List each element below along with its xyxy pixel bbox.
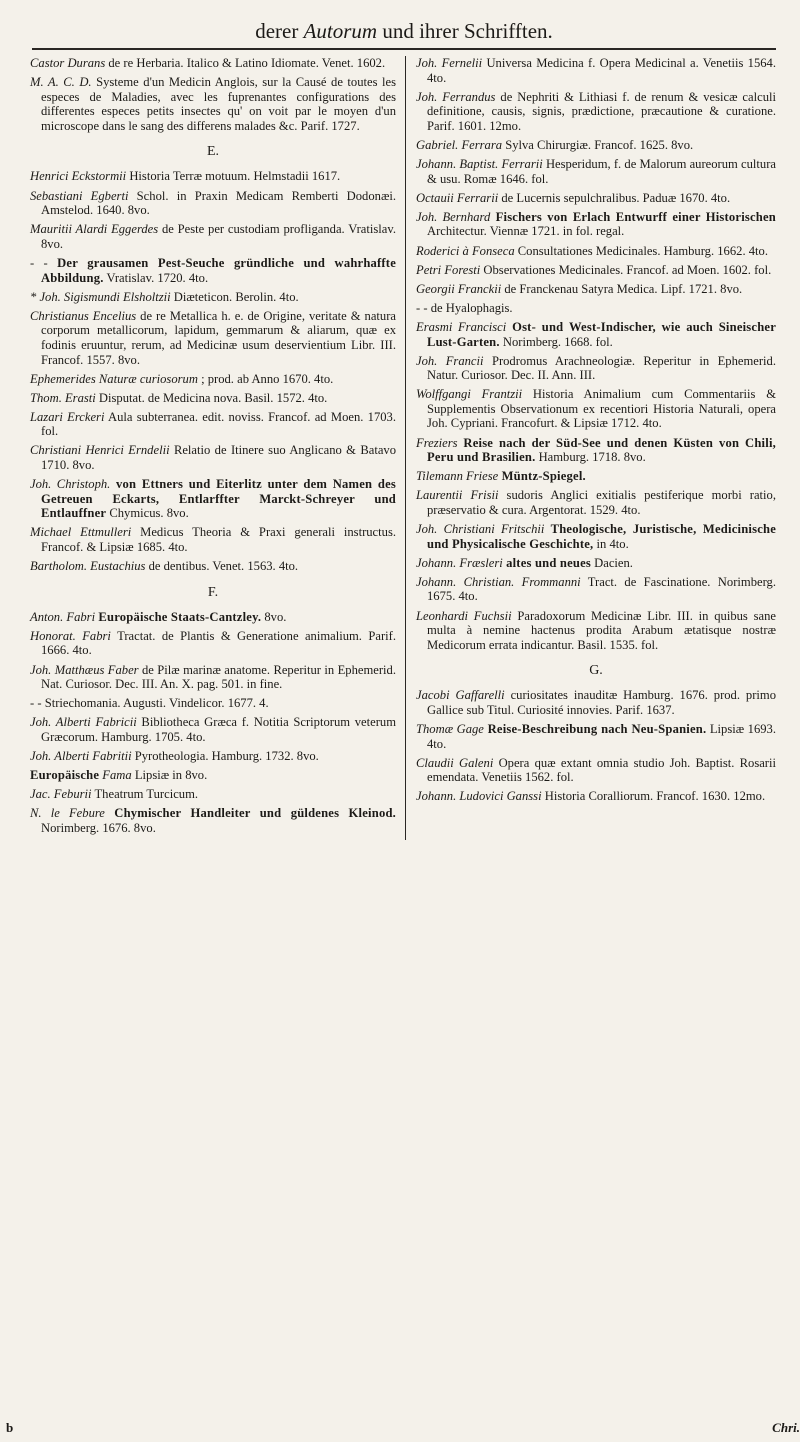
- entry-author: Joh. Francii: [416, 353, 484, 368]
- bibliography-entry: [416, 282, 776, 297]
- bibliography-entry: [30, 696, 396, 711]
- bibliography-entry: [30, 222, 396, 251]
- signature-mark: b: [6, 1420, 14, 1435]
- entry-author: Castor Durans: [30, 56, 106, 70]
- bibliography-entry: [30, 391, 396, 406]
- entry-author: Leonhardi Fuchsii: [416, 608, 512, 623]
- entry-author: - -: [30, 696, 42, 711]
- catchword: Chri.: [772, 1420, 800, 1435]
- bibliography-entry: [416, 90, 776, 134]
- entry-text: de re Metallica h. e. de Origine, veritate & natura corporum metallicorum, lapidum, gemmarum & aliarum, quæ ex fodinis eruuntur, rerum, ad Medicinæ usum deservientium Libr. III. Francof. 1557. 8vo.: [41, 308, 396, 367]
- bibliography-entry: [30, 768, 396, 783]
- bibliography-entry: [416, 320, 776, 349]
- entry-text: de Hyalophagis.: [427, 300, 513, 315]
- entry-text: Systeme d'un Medicin Anglois, sur la Causé de toutes les especes de Maladies, avec les fuprenantes configurations des differentes especes petits insectes qu' on voit par le moyen d'un microscope dans le sang des differens malades &c. Parif. 1727.: [41, 75, 397, 133]
- bibliography-entry: [416, 210, 776, 239]
- bibliography-entry: [416, 488, 776, 517]
- entry-text: curiositates inauditæ Hamburg. 1676. prod. primo Gallice sub Titul. Curiosité innovies. Parif. 1637.: [427, 688, 776, 717]
- entry-author: Freziers: [416, 435, 458, 450]
- entry-frak: altes und neues: [502, 555, 591, 570]
- entry-text: ; prod. ab Anno 1670. 4to.: [197, 371, 334, 386]
- bibliography-entry: [416, 609, 776, 653]
- header-lead: derer: [255, 19, 299, 43]
- entry-frak: Ost- und West-Indischer, wie auch Sineischer Lust-Garten.: [427, 319, 776, 349]
- entry-author: Ephemerides Naturæ curiosorum: [30, 371, 198, 386]
- bibliography-entry: [30, 372, 396, 387]
- bibliography-entry: [30, 309, 396, 367]
- entry-frak: Chymischer Handleiter und güldenes Kleinod.: [104, 806, 396, 821]
- entry-author: - -: [30, 255, 48, 270]
- bibliography-entry: [30, 75, 396, 133]
- bibliography-entry: [416, 556, 776, 571]
- entry-author: Lazari Erckeri: [30, 409, 105, 424]
- bibliography-entry: [30, 663, 396, 692]
- entry-author: Thomæ Gage: [416, 721, 484, 736]
- entry-text: Bibliotheca Græca f. Notitia Scriptorum veterum Græcorum. Hamburg. 1705. 4to.: [41, 715, 397, 744]
- bibliography-entry: [416, 263, 776, 278]
- entry-author: Wolffgangi Frantzii: [416, 387, 523, 402]
- entry-author: Bartholom. Eustachius: [30, 559, 146, 574]
- entry-text: Prodromus Arachneologiæ. Reperitur in Ephemerid. Natur. Curiosor. Dec. II. Ann. III.: [427, 353, 776, 383]
- entry-author: Claudii Galeni: [416, 755, 494, 770]
- bibliography-entry: [416, 575, 776, 604]
- bibliography-entry: [30, 525, 396, 554]
- entry-author: Erasmi Francisci: [416, 319, 507, 334]
- bibliography-entry: [30, 787, 396, 802]
- bibliography-entry: [416, 157, 776, 186]
- bibliography-entry: [30, 410, 396, 439]
- bibliography-entry: [416, 756, 776, 785]
- bibliography-entry: [416, 138, 776, 153]
- entry-text: Paradoxorum Medicinæ Libr. III. in quibus sane multa à nemine hactenus prodita Arabum ætatisque nostræ Medicorum errata indicantur. Basil. 1535. fol.: [427, 608, 777, 652]
- entry-author: Anton. Fabri: [30, 609, 96, 624]
- bibliography-entry: [416, 722, 776, 751]
- bibliography-entry: [30, 806, 396, 835]
- entry-author: Johann. Ludovici Ganssi: [416, 789, 542, 804]
- entry-author: Joh. Ferrandus: [416, 89, 496, 104]
- entry-text: Vratislav. 1720. 4to.: [103, 270, 209, 285]
- bibliography-entry: [416, 789, 776, 804]
- entry-text: Tract. de Fascinatione. Norimberg. 1675. 4to.: [427, 574, 776, 604]
- bibliography-entry: [30, 56, 396, 71]
- entry-text: Norimberg. 1668. fol.: [499, 334, 613, 349]
- bibliography-entry: [416, 301, 776, 316]
- bibliography-entry: [30, 189, 396, 218]
- entry-author: Octauii Ferrarii: [416, 190, 499, 205]
- entry-text: Aula subterranea. edit. noviss. Francof. ad Moen. 1703. fol.: [41, 409, 396, 439]
- entry-author: Joh. Christiani Fritschii: [416, 522, 545, 537]
- entry-text: Schol. in Praxin Medicam Remberti Dodonæi. Amstelod. 1640. 8vo.: [41, 188, 396, 218]
- entry-text: Medicus Theoria & Praxi generali instructus. Francof. & Lipsiæ 1685. 4to.: [41, 525, 396, 555]
- entry-author: N. le Febure: [30, 806, 105, 821]
- entry-author: - -: [416, 300, 428, 315]
- bibliography-entry: [30, 477, 396, 521]
- entry-frak: Theologische, Juristische, Medicinische und Physicalische Geschichte,: [427, 522, 776, 551]
- entry-text: Historia Terræ motuum. Helmstadii 1617.: [126, 169, 341, 184]
- entry-text: Lipsiæ 1693. 4to.: [427, 721, 776, 751]
- entry-text: Historia Animalium cum Commentariis & Supplementis Observationum ex recentiori Historia Naturali, opera Joh. Cypriani. Francofurt. & Lipsiæ 1712. 4to.: [427, 387, 776, 431]
- bibliography-entry: [30, 749, 396, 764]
- entry-frak: Reise-Beschreibung nach Neu-Spanien.: [483, 721, 707, 736]
- entry-frak: von Ettners und Eiterlitz unter dem Namen des Getreuen Eckarts, Entlarffter Marckt-Schreyer und Entlauffner: [41, 477, 396, 521]
- entry-author: Joh. Bernhard: [416, 209, 491, 224]
- header-italic: Autorum: [303, 19, 378, 43]
- section-letter: E.: [206, 144, 220, 160]
- entry-text: Hamburg. 1718. 8vo.: [535, 450, 646, 465]
- entry-author: Laurentii Frisii: [416, 488, 499, 503]
- entry-text: Norimberg. 1676. 8vo.: [41, 820, 156, 835]
- entry-text: Architectur. Viennæ 1721. in fol. regal.: [427, 224, 625, 239]
- bibliography-entry: [416, 436, 776, 465]
- entry-author: * Joh. Sigismundi Elsholtzii: [30, 289, 171, 304]
- entry-text: Tractat. de Plantis & Generatione animalium. Parif. 1666. 4to.: [41, 628, 396, 658]
- entry-author: Henrici Eckstormii: [30, 169, 127, 184]
- entry-frak: Europäische Staats-Cantzley.: [95, 609, 262, 624]
- entry-text: Disputat. de Medicina nova. Basil. 1572. 4to.: [95, 390, 328, 405]
- entry-frak: Reise nach der Süd-See und denen Küsten von Chili, Peru und Brasilien.: [427, 435, 776, 465]
- entry-frak: Müntz-Spiegel.: [498, 469, 586, 484]
- entry-author: Mauritii Alardi Eggerdes: [30, 222, 159, 237]
- entry-text: Historia Coralliorum. Francof. 1630. 12mo.: [541, 789, 766, 804]
- entry-frak: Fischers von Erlach Entwurff einer Historischen: [490, 209, 776, 224]
- entry-text: Observationes Medicinales. Francof. ad Moen. 1602. fol.: [480, 262, 772, 277]
- entry-text: de re Herbaria. Italico & Latino Idiomate. Venet. 1602.: [105, 56, 386, 70]
- entry-text: de dentibus. Venet. 1563. 4to.: [145, 559, 299, 574]
- entry-text: de Lucernis sepulchralibus. Paduæ 1670. 4to.: [498, 190, 731, 205]
- bibliography-entry: [416, 191, 776, 206]
- columns: [30, 56, 776, 840]
- entry-text: de Nephriti & Lithiasi f. de renum & vesicæ calculi definitione, causis, signis, prædictione, præcautione & curatione. Parif. 1601. 12mo.: [427, 89, 776, 133]
- left-column: [30, 56, 405, 840]
- bibliography-entry: [30, 443, 396, 472]
- entry-text: 8vo.: [261, 609, 287, 624]
- entry-author: Gabriel. Ferrara: [416, 137, 503, 152]
- entry-author: Johann. Christian. Frommanni: [416, 574, 581, 589]
- entry-text: de Peste per custodiam profliganda. Vratislav. 8vo.: [41, 222, 396, 251]
- entry-text: de Franckenau Satyra Medica. Lipf. 1721. 8vo.: [501, 281, 743, 296]
- entry-author: Petri Foresti: [416, 262, 481, 277]
- entry-author: Joh. Christoph.: [30, 477, 111, 492]
- entry-text: Diæteticon. Berolin. 4to.: [170, 289, 299, 304]
- entry-author: Tilemann Friese: [416, 469, 499, 484]
- entry-author: Joh. Matthæus Faber: [30, 662, 139, 677]
- entry-text: Striechomania. Augusti. Vindelicor. 1677. 4.: [41, 696, 269, 711]
- entry-author: Jacobi Gaffarelli: [416, 688, 505, 703]
- entry-author: M. A. C. D.: [30, 75, 92, 90]
- entry-author: Joh. Alberti Fabritii: [30, 748, 132, 763]
- entry-author: Roderici à Fonseca: [416, 243, 515, 258]
- entry-text: Lipsiæ in 8vo.: [131, 768, 208, 783]
- bibliography-entry: [30, 559, 396, 574]
- entry-author: Honorat. Fabri: [30, 628, 111, 643]
- bibliography-entry: [30, 256, 396, 285]
- bibliography-entry: [30, 610, 396, 625]
- entry-author: Jac. Feburii: [30, 787, 92, 802]
- entry-author: Sebastiani Egberti: [30, 188, 129, 203]
- entry-author: Joh. Fernelii: [416, 56, 483, 70]
- bibliography-entry: [30, 629, 396, 658]
- bibliography-entry: [416, 522, 776, 551]
- bibliography-entry: [416, 469, 776, 484]
- entry-text: Universa Medicina f. Opera Medicinal a. Venetiis 1564. 4to.: [427, 56, 776, 85]
- bibliography-entry: [416, 56, 776, 85]
- entry-text: de Pilæ marinæ anatome. Reperitur in Ephemerid. Nat. Curiosor. Dec. III. An. X. pag. 501. in fine.: [41, 662, 396, 692]
- entry-text: sudoris Anglici exitialis pestiferique morbi ratio, præservatio & cura. Argentorat. 1529. 4to.: [427, 488, 776, 517]
- entry-frak: Europäische: [30, 768, 100, 783]
- bibliography-entry: [416, 244, 776, 259]
- entry-text: in 4to.: [593, 536, 629, 551]
- entry-author: Joh. Alberti Fabricii: [30, 715, 137, 730]
- section-letter: F.: [207, 584, 219, 600]
- entry-frak: Der grausamen Pest-Seuche gründliche und wahrhaffte Abbildung.: [41, 255, 396, 285]
- header-rest: und ihrer Schrifften.: [382, 19, 553, 43]
- bibliography-entry: [30, 290, 396, 305]
- entry-text: Pyrotheologia. Hamburg. 1732. 8vo.: [131, 748, 319, 763]
- section-letter: G.: [589, 663, 603, 679]
- right-column: [405, 56, 776, 840]
- entry-text: Relatio de Itinere suo Anglicano & Batavo 1710. 8vo.: [41, 443, 396, 473]
- entry-author: Christiani Henrici Erndelii: [30, 443, 170, 458]
- entry-author: Johann. Baptist. Ferrarii: [416, 157, 543, 172]
- entry-text: Chymicus. 8vo.: [106, 506, 189, 521]
- entry-author: Michael Ettmulleri: [30, 525, 132, 540]
- entry-author: Johann. Fræsleri: [416, 555, 503, 570]
- page-header: [32, 14, 776, 50]
- bibliography-entry: [416, 354, 776, 383]
- entry-text: Opera quæ extant omnia studio Joh. Baptist. Rosarii emendata. Venetiis 1562. fol.: [427, 755, 777, 785]
- entry-author: Christianus Encelius: [30, 308, 137, 323]
- entry-italic: Fama: [99, 768, 132, 783]
- entry-text: Sylva Chirurgiæ. Francof. 1625. 8vo.: [502, 137, 694, 152]
- bibliography-entry: [30, 169, 396, 184]
- bibliography-entry: [30, 715, 396, 744]
- entry-text: Consultationes Medicinales. Hamburg. 1662. 4to.: [514, 243, 768, 258]
- entry-text: Theatrum Turcicum.: [91, 787, 199, 802]
- entry-author: Georgii Franckii: [416, 281, 502, 296]
- entry-text: Dacien.: [591, 555, 633, 570]
- entry-author: Thom. Erasti: [30, 390, 96, 405]
- bibliography-entry: [416, 387, 776, 431]
- bibliography-entry: [416, 688, 776, 717]
- entry-text: Hesperidum, f. de Malorum aureorum cultura & usu. Romæ 1646. fol.: [427, 157, 776, 186]
